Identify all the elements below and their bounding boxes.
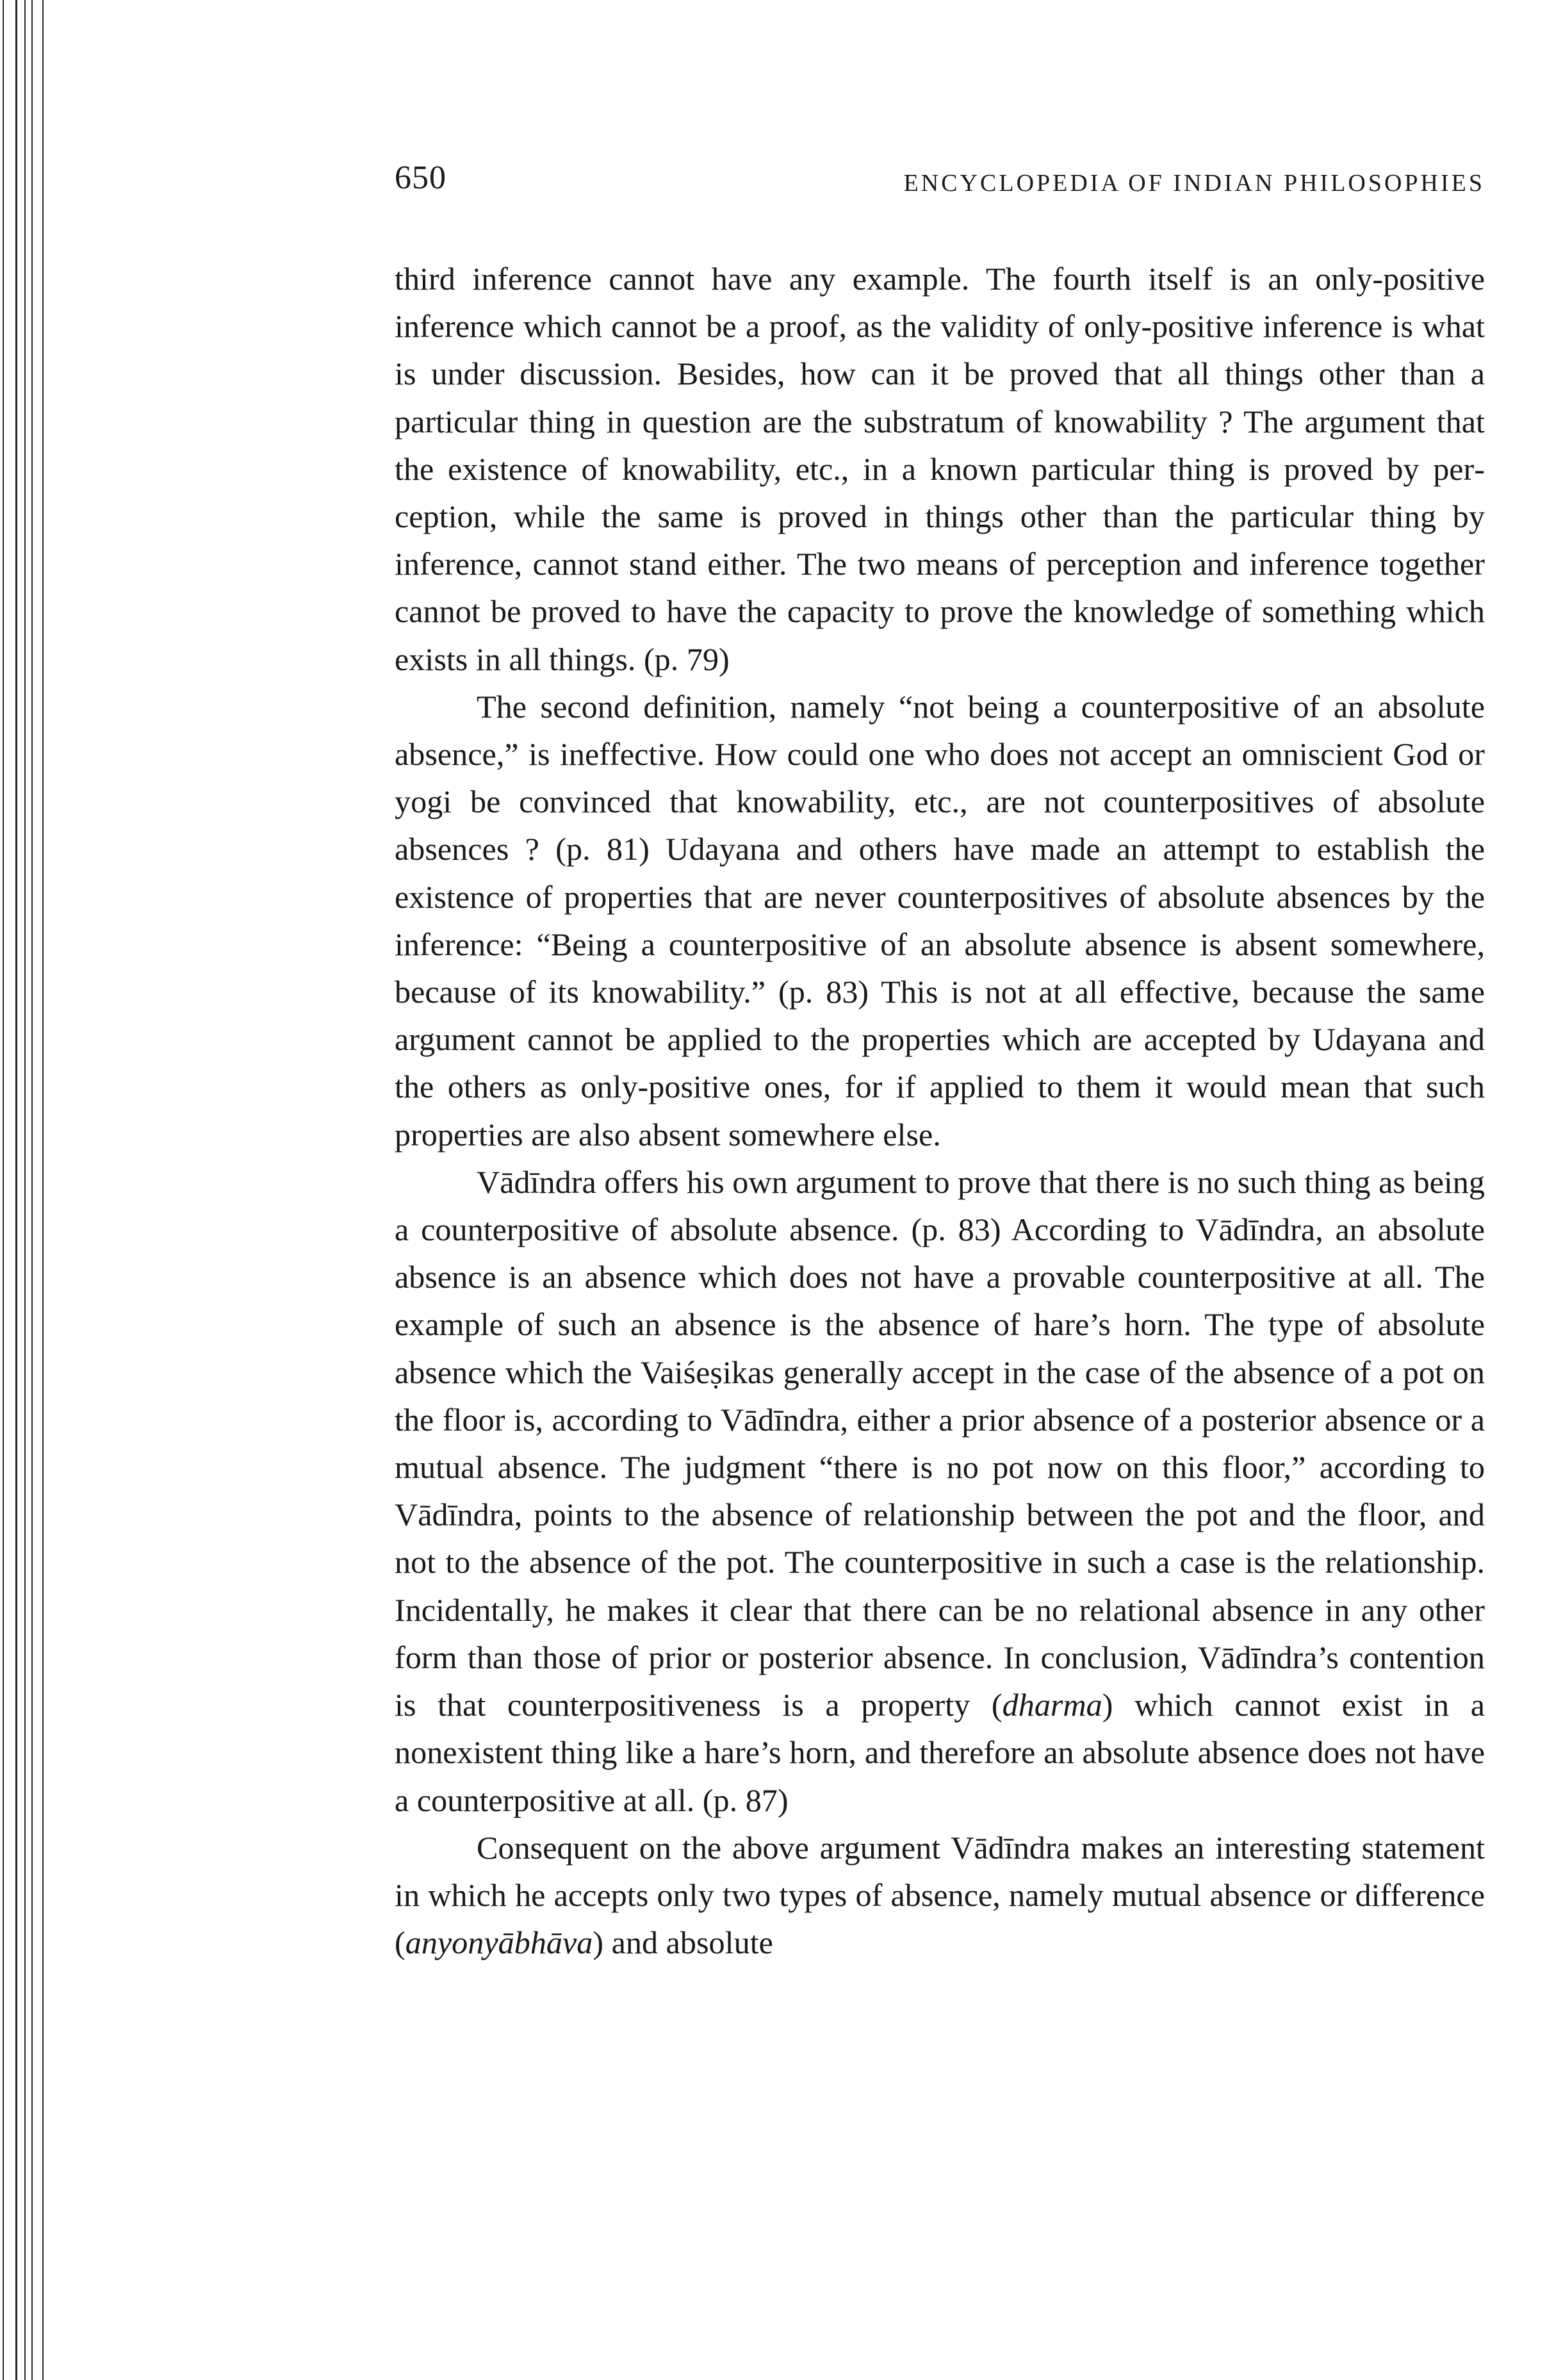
paragraph-3 (395, 1158, 1485, 1824)
paragraph-4-text: Consequent on the above argument Vādīndra makes an interesting statement in which he accepts only two types of absence, namely mutual absence or difference ( (395, 1829, 1485, 1961)
paragraph-3-text-continued: ) which cannot exist in a nonexistent thing like a hare’s horn, and therefore an absolute absence does not have a counterpositive at all. (p. 87) (395, 1687, 1485, 1818)
book-page (395, 152, 1485, 1966)
paragraph-2: The second definition, namely “not being a counterpositive of an absolute absence,” is ineffective. How could one who does not accept an omniscient God or yogi be convinced that knowability, etc., are not counterpositives of absolute absences ? (p. 81) Udayana and others have made an attempt to establish the existence of properties that are never counterpositives of absolute absences by the inference: “Being a counterpositive of an absolute absence is absent somewhere, because of its knowability.” (p. 83) This is not at all effective, because the same argument cannot be applied to the properties which are accepted by Udayana and the others as only-positive ones, for if applied to them it would mean that such properties are also absent somewhere else. (395, 688, 1485, 1153)
binding-edge (0, 0, 50, 2380)
binding-rule (15, 0, 17, 2380)
paragraph-3-text: Vādīndra offers his own argument to prove that there is no such thing as being a counterpositive of absolute absence. (p. 83) According to Vādīndra, an absolute absence is an absence which does not have a provable counterpositive at all. The example of such an absence is the absence of hare’s horn. The type of absolute absence which the Vaiśeṣikas generally accept in the case of the absence of a pot on the floor is, according to Vādīndra, either a prior absence of a posterior absence or a mutual absence. The judgment “there is no pot now on this floor,” according to Vādīndra, points to the absence of relationship between the pot and the floor, and not to the absence of the pot. The counterpositive in such a case is the relationship. Incidentally, he makes it clear that there can be no relational absence in any other form than those of prior or posterior absence. In conclusion, Vādīndra’s contention is that counterpositiveness is a property ( (395, 1163, 1485, 1723)
page-number: 650 (395, 160, 446, 196)
binding-rule (24, 0, 26, 2380)
paragraph-4-text-continued: ) and absolute (593, 1925, 773, 1961)
paragraph-4 (395, 1824, 1485, 1967)
binding-rule (3, 0, 4, 2380)
paragraph-1: third inference cannot have any example. The fourth itself is an only-positive inference which cannot be a proof, as the validity of only-positive inference is what is under discussion. Besides, how can it be proved that all things other than a particular thing in question are the substratum of knowability ? The argument that the existence of knowability, etc., in a known particular thing is proved by perception, while the same is proved in things other than the particular thing by inference, cannot stand either. The two means of perception and inference together cannot be proved to have the capacity to prove the knowledge of something which exists in all things. (p. 79) (395, 261, 1485, 677)
running-head (395, 152, 1485, 204)
term-dharma: dharma (1002, 1687, 1102, 1723)
term-anyonyabhava: anyonyābhāva (405, 1925, 593, 1961)
binding-rule (31, 0, 33, 2380)
binding-rule (42, 0, 44, 2380)
running-head-title: ENCYCLOPEDIA OF INDIAN PHILOSOPHIES (903, 170, 1485, 197)
body-text (395, 255, 1485, 1966)
